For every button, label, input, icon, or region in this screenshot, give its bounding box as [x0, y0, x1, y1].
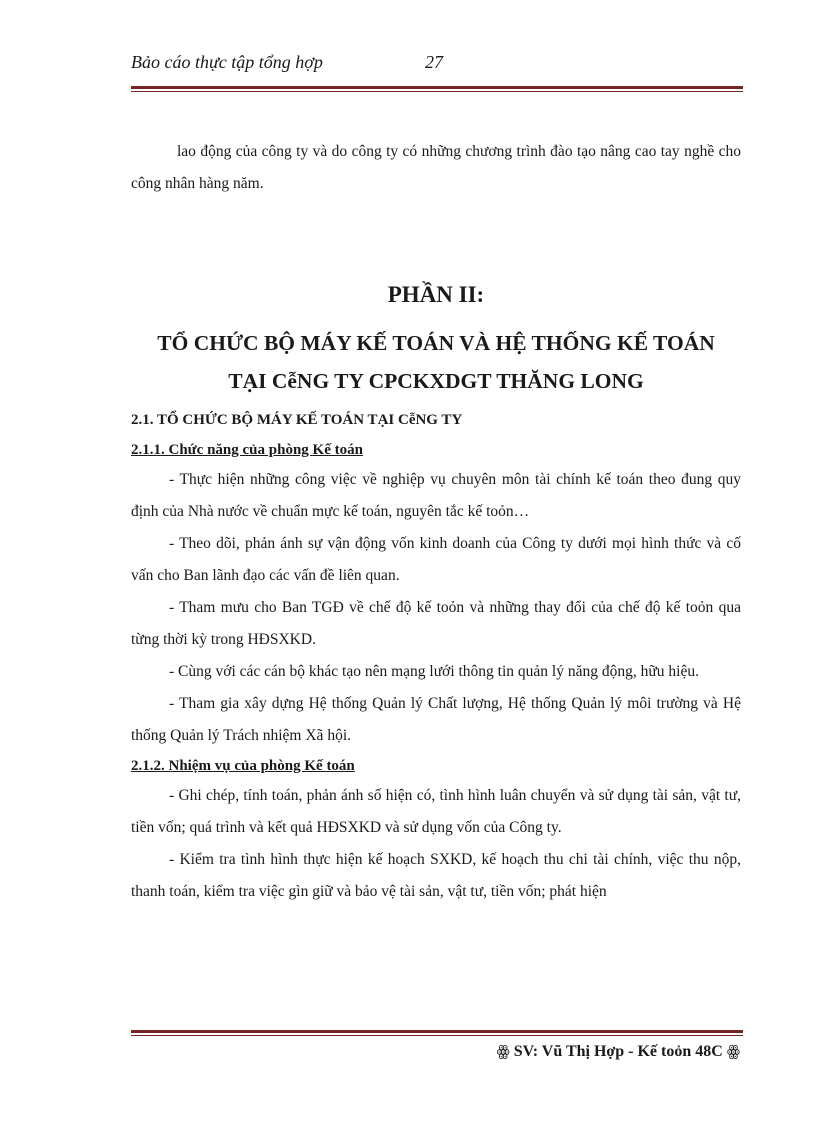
page-header	[131, 52, 743, 78]
list-item: - Tham gia xây dựng Hệ thống Quản lý Chất lượng, Hệ thống Quản lý môi trường và Hệ thống Quản lý Trách nhiệm Xã hội.	[131, 695, 741, 744]
list-item: - Kiểm tra tình hình thực hiện kế hoạch SXKD, kế hoạch thu chi tài chính, việc thu nộp, thanh toán, kiểm tra việc gìn giữ và bảo vệ tài sản, vật tư, tiền vốn; phát hiện	[131, 851, 741, 900]
ornament-icon: ꙮ	[496, 1044, 510, 1060]
part-subtitle-line2: TẠI CễNG TY CPCKXDGT THĂNG LONG	[228, 369, 644, 393]
subsection-heading-functions: 2.1.1. Chức năng của phòng Kế toán	[131, 442, 363, 458]
part-heading	[131, 280, 741, 400]
header-page-number: 27	[425, 52, 443, 72]
header-title: Bảo cáo thực tập tổng hợp	[131, 52, 323, 72]
page-body	[131, 136, 741, 908]
list-item: - Ghi chép, tính toán, phản ánh số hiện có, tình hình luân chuyển và sử dụng tài sản, vật tư, tiền vốn; quá trình và kết quả HĐSXKD và sử dụng vốn của Công ty.	[131, 787, 741, 836]
footer-rule	[131, 1030, 743, 1036]
part-title: PHẦN II:	[387, 282, 485, 307]
footer-text: SV: Vũ Thị Hợp - Kế toỏn 48C	[513, 1043, 723, 1060]
ornament-icon: ꙮ	[726, 1044, 740, 1060]
part-subtitle-line1: TỔ CHỨC BỘ MÁY KẾ TOÁN VÀ HỆ THỐNG KẾ TOÁN	[157, 331, 715, 355]
list-item: - Theo dõi, phản ánh sự vận động vốn kinh doanh của Công ty dưới mọi hình thức và cố vấn cho Ban lãnh đạo các vấn đề liên quan.	[131, 535, 741, 584]
header-rule	[131, 86, 743, 92]
list-item: - Cùng với các cán bộ khác tạo nên mạng lưới thông tin quản lý năng động, hữu hiệu.	[169, 663, 699, 680]
list-item: - Thực hiện những công việc về nghiệp vụ chuyên môn tài chính kế toán theo đung quy định của Nhà nước về chuẩn mực kế toán, nguyên tắc kế toỏn…	[131, 471, 741, 520]
page-footer	[497, 1042, 740, 1061]
section-heading: 2.1. TỔ CHỨC BỘ MÁY KẾ TOÁN TẠI CễNG TY	[131, 412, 463, 428]
subsection-heading-duties: 2.1.2. Nhiệm vụ của phòng Kế toán	[131, 758, 355, 774]
list-item: - Tham mưu cho Ban TGĐ về chế độ kế toỏn và những thay đổi của chế độ kế toỏn qua từng thời kỳ trong HĐSXKD.	[131, 599, 741, 648]
intro-paragraph: lao động của công ty và do công ty có những chương trình đào tạo nâng cao tay nghề cho công nhân hàng năm.	[131, 143, 741, 192]
